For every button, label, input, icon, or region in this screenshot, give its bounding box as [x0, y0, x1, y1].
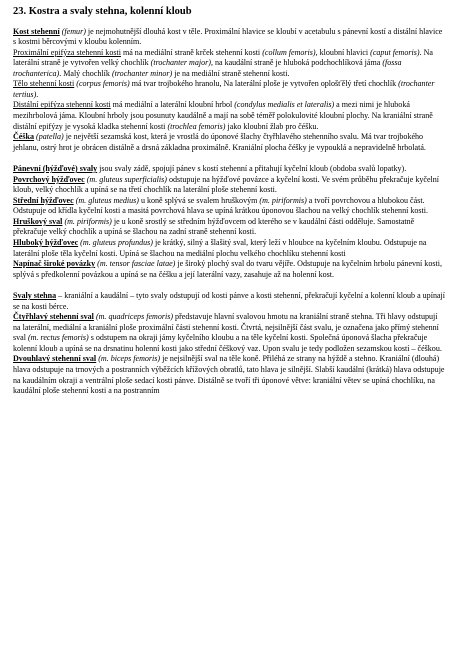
text-run: s odstupem na okraji jámy kyčelního kloubu a na těle kyčelní kosti. Společná úponová šlacha překračuje kolenní kloub a upíná se na drsnatinu holenní kosti jako střední čéškový vaz. Upon svalu je tedy podložen sezamskou kostí – čéškou. — [13, 333, 442, 353]
latin-term: (collum femoris) — [262, 47, 316, 57]
text-run: . Malý chochlík — [59, 68, 112, 78]
latin-term: (trochanter major) — [150, 58, 211, 68]
text-run: je největší sezamská kost, která je vrostlá do úponové šlachy čtyřhlavého stehenního svalu. Má tvar trojbokého jehlanu, ostrý hrot je obrácen distálně a drsná základna proximálně. Kraniální plocha čéšky je vypouklá a nepravidelně hrbolatá. — [13, 132, 426, 152]
latin-term: (patella) — [36, 132, 64, 142]
paragraph — [13, 312, 447, 354]
term-heading: Svaly stehna — [13, 291, 57, 301]
paragraph — [13, 238, 447, 259]
text-run: , na kaudální straně je hluboká podchochlíková jáma — [210, 58, 383, 68]
paragraph-gap — [13, 280, 447, 291]
paragraph — [13, 354, 447, 396]
term-heading: Čtyřhlavý stehenní sval — [13, 312, 94, 322]
text-run: a mezi nimi je hluboká mezihrbolová jáma. Kloubní hrboly jsou posunuty kaudálně a mají na sobě téměř polokulovité kloubní plochy. Na kraniální straně distální epifýzy je vysoká kladka stehenní kosti — [13, 100, 433, 131]
text-run: . — [36, 89, 39, 99]
paragraph — [13, 259, 447, 280]
term-heading: Povrchový hýžďovec — [13, 174, 85, 184]
paragraph — [13, 217, 447, 238]
latin-term: (trochanter minor) — [111, 68, 173, 78]
latin-term: (m. gluteus profundus) — [80, 237, 153, 247]
latin-term: (caput femoris) — [370, 47, 420, 57]
term-heading: Hluboký hýžďovec — [13, 237, 79, 247]
text-run: Proximální epifýza stehenní kosti — [13, 47, 121, 57]
latin-term: (corpus femoris) — [76, 79, 130, 89]
term-heading: Napínač široké povázky — [13, 259, 96, 269]
term-heading: Hruškový sval — [13, 216, 63, 226]
text-run: má na mediální straně krček stehenní kosti — [120, 47, 263, 57]
text-run: má tvar trojbokého hranolu, Na laterální ploše je vytvořen oplošťělý třetí chochlík — [129, 79, 399, 89]
text-run: je nejsilnější sval na těle koně. Přiléhá ze strany na hýždě a stehno. Kraniální (dlouhá) hlava odstupuje na trnových a postranních výběžcích křížových obratlů, tato hlava je silnější. Slabší kaudální (krátká) hlava odstupuje na kaudálním okraji a ventrální ploše sedací kosti pánve. Distálně se tvoří tři úponové větve: kraniální větev se upíná chochlíku, na kaudální ploše stehenní kosti a na postranním — [13, 354, 445, 396]
latin-term: (trochanter tertius) — [13, 79, 435, 99]
text-run: představuje hlavní svalovou hmotu na kraniální straně stehna. Tři hlavy odstupují na laterální, mediální a kraniální ploše proximální části stehenní kosti. Čtvrtá, nejsilnější část svalu, je označena jako přímý stehenní sval — [13, 312, 439, 343]
paragraph — [13, 100, 447, 132]
paragraph-gap — [13, 153, 447, 164]
paragraph — [13, 132, 447, 153]
latin-term: (m. gluteus superficialis) — [86, 174, 167, 184]
text-run: je u koně srostlý se středním hýžďovcem od kterého se v kaudální části odděluje. Samostatně překračuje velký chochlík a upíná se šlachou na zadní straně stehenní kosti. — [13, 216, 415, 237]
text-run: je krátký, silný a šlašitý sval, který leží v hloubce na kyčelním kloubu. Odstupuje na laterální ploše těla kyčelní kosti. Upíná se šlachou na mediální plochu velkého chochlíku stehenní kosti — [13, 237, 427, 258]
latin-term: (m. gluteus medius) — [75, 195, 139, 205]
term-heading: Kost stehenní — [13, 26, 60, 36]
latin-term: (trochlea femoris) — [167, 121, 226, 131]
text-run: . Na laterální straně je vytvořen velký chochlík — [13, 47, 433, 68]
latin-term: (m. tensor fasciae latae) — [97, 259, 176, 269]
text-run: Tělo stehenní kosti — [13, 79, 75, 89]
text-run: jsou svaly zádě, spojují pánev s kostí stehenní a přitahují kyčelní kloub (obdoba svalů lopatky). — [97, 164, 407, 174]
text-run: Distální epifýza stehenní kosti — [13, 100, 111, 110]
latin-term: (femur) — [61, 26, 86, 36]
paragraph — [13, 291, 447, 312]
paragraph — [13, 164, 447, 175]
latin-term: (m. rectus femoris) — [27, 333, 89, 343]
text-run: je nejmohutnější dlouhá kost v těle. Proximální hlavice se kloubí v acetabulu s pánevní kostí a distální hlavice s kostmi běrcovými v kloubu kolenním. — [13, 26, 443, 47]
latin-term: (fossa trochanterica) — [13, 58, 402, 78]
term-heading: Pánevní (hýžďové) svaly — [13, 164, 98, 174]
text-run: a tvoří povrchovou a hlubokou část. Odstupuje od křídla kyčelní kosti a masitá povrchová hlava se upíná krátkou úponovou šlachou na velký chochlík stehenní kosti. — [13, 195, 428, 216]
text-run: – kraniální a kaudální – tyto svaly odstupují od kosti pánve a kosti stehenní, překračují kyčelní a kolenní kloub a upínají se na kosti bérce. — [13, 291, 446, 311]
latin-term: (m. piriformis) — [259, 195, 307, 205]
latin-term: (m. quadriceps femoris) — [95, 312, 174, 322]
text-run: je na mediální straně stehenní kosti. — [172, 68, 290, 78]
paragraph — [13, 175, 447, 196]
document-body — [13, 27, 447, 397]
text-run: odstupuje na hýžďové povázce a kyčelní kosti. Ve svém průběhu překračuje kyčelní kloub, velký chochlík a upíná se na třetí chochlík na laterální ploše stehenní kosti. — [13, 174, 440, 195]
text-run: , kloubní hlavici — [315, 47, 371, 57]
text-run: má mediální a laterální kloubní hrbol — [110, 100, 235, 110]
paragraph — [13, 79, 447, 100]
term-heading: Střední hýžďovec — [13, 195, 74, 205]
latin-term: (m. piriformis) — [64, 216, 112, 226]
term-heading: Čéška — [13, 132, 35, 142]
text-run: jako kloubní žlab pro čéšku. — [225, 121, 319, 131]
paragraph — [13, 196, 447, 217]
term-heading: Dvouhlavý stehenní sval — [13, 354, 97, 364]
latin-term: (m. biceps femoris) — [98, 354, 161, 364]
text-run: je široký plochý sval do tvaru vějíře. Odstupuje na kyčelním hrbolu pánevní kosti, splývá s předkolenní povázkou a upíná se na čéšku a její laterální vazy, zasahuje až na holenní kost. — [13, 259, 442, 279]
section-title: 23. Kostra a svaly stehna, kolenní kloub — [13, 6, 192, 17]
paragraph — [13, 27, 447, 48]
paragraph — [13, 48, 447, 80]
latin-term: (condylus medialis et lateralis) — [234, 100, 335, 110]
text-run: u koně splývá se svalem hruškovým — [138, 195, 260, 205]
